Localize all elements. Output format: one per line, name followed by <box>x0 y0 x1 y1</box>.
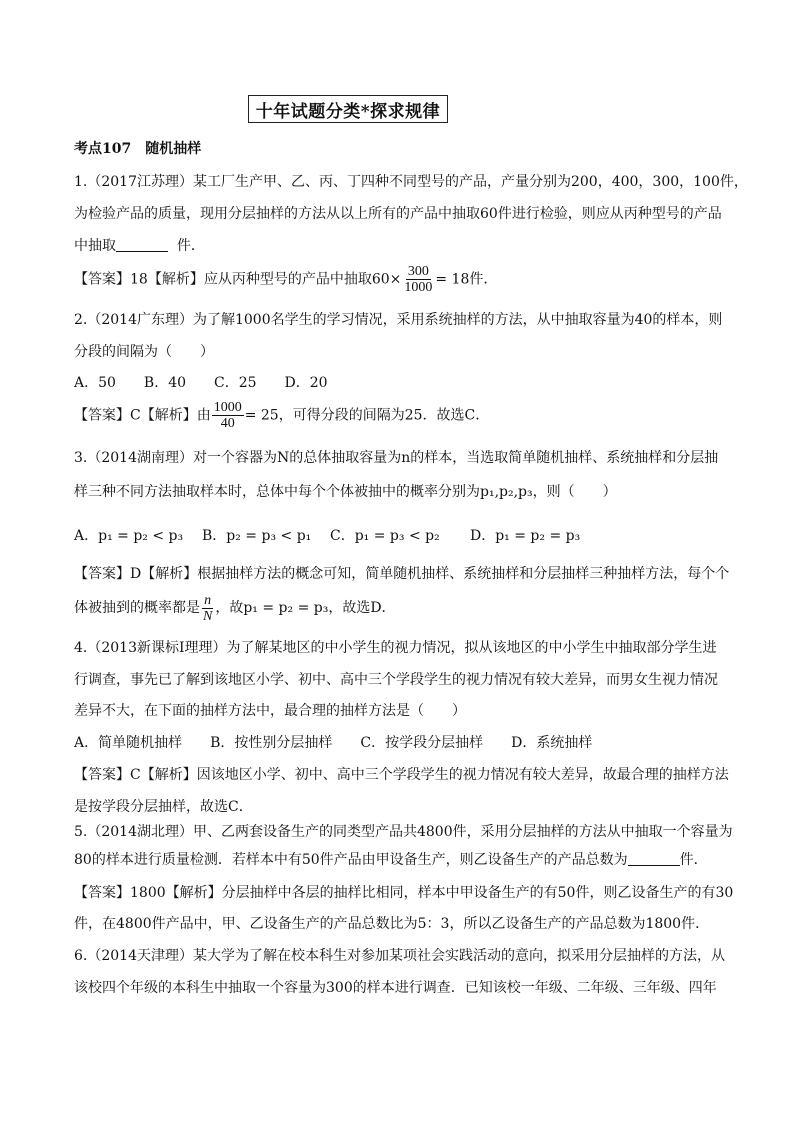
q4-line3: 差异不大，在下面的抽样方法中，最合理的抽样方法是（ ） <box>74 703 466 719</box>
q1-fraction <box>402 264 434 295</box>
q5-answer-blank <box>628 851 680 866</box>
q3-option-c: C．p₁ = p₃ < p₂ <box>330 528 440 544</box>
q3-option-a: A．p₁ = p₂ < p₃ <box>74 528 184 544</box>
q4-line2: 行调查，事先已了解到该地区小学、初中、高中三个学段学生的视力情况有较大差异，而男女生视力情况 <box>74 672 718 688</box>
q2-frac-num: 1000 <box>213 400 242 415</box>
q2-line2: 分段的间隔为（ ） <box>74 344 214 360</box>
q5-line2 <box>74 850 708 870</box>
q6-line1: 6.（2014天津理）某大学为了解在校本科生对参加某项社会实践活动的意向，拟采用分层抽样的方法，从 <box>74 948 725 964</box>
q5-line2-pre: 80的样本进行质量检测．若样本中有50件产品由甲设备生产，则乙设备生产的产品总数为 <box>74 852 628 868</box>
q1-frac-den: 1000 <box>404 280 433 295</box>
q3-answer-post: ，故p₁ = p₂ = p₃，故选D． <box>215 600 396 616</box>
q2-line1: 2.（2014广东理）为了解1000名学生的学习情况，采用系统抽样的方法，从中抽取容量为40的样本，则 <box>74 312 723 328</box>
document-title: 十年试题分类*探求规律 <box>248 95 448 123</box>
q1-line3-pre: 中抽取 <box>74 238 116 254</box>
q2-options: A．50 B．40 C．25 D．20 <box>74 375 328 391</box>
q1-answer-pre: 【答案】18【解析】应从丙种型号的产品中抽取60× <box>74 271 402 288</box>
q1-frac-num: 300 <box>407 264 429 279</box>
q4-options: A．简单随机抽样 B．按性别分层抽样 C．按学段分层抽样 D．系统抽样 <box>74 735 593 751</box>
q4-answer-line1: 【答案】C【解析】因该地区小学、初中、高中三个学段学生的视力情况有较大差异，故最合理的抽样方法 <box>74 767 729 783</box>
q5-answer-line1: 【答案】1800【解析】分层抽样中各层的抽样比相同，样本中甲设备生产的有50件，则乙设备生产的有30 <box>74 885 734 901</box>
q3-answer-line2 <box>74 592 396 624</box>
q4-line1: 4.（2013新课标Ⅰ理理）为了解某地区的中小学生的视力情况，拟从该地区的中小学生中抽取部分学生进 <box>74 640 717 656</box>
q5-answer-line2: 件，在4800件产品中，甲、乙设备生产的产品总数比为5：3，所以乙设备生产的产品总数为1800件． <box>74 916 710 932</box>
q1-answer <box>74 264 497 295</box>
q3-options <box>74 526 580 546</box>
q1-line3-post: 件． <box>176 238 205 254</box>
q1-answer-blank <box>116 237 168 252</box>
q6-line2: 该校四个年级的本科生中抽取一个容量为300的样本进行调查．已知该校一年级、二年级、三年级、四年 <box>74 980 717 996</box>
q3-frac-den: N <box>203 608 213 624</box>
q2-answer-pre: 【答案】C【解析】由 <box>74 407 211 424</box>
q2-fraction <box>212 400 244 431</box>
q4-answer-line2: 是按学段分层抽样，故选C． <box>74 799 253 815</box>
q5-line1: 5.（2014湖北理）甲、乙两套设备生产的同类型产品共4800件，采用分层抽样的方法从中抽取一个容量为 <box>74 824 733 840</box>
q3-line1: 3.（2014湖南理）对一个容器为N的总体抽取容量为n的样本，当选取简单随机抽样、系统抽样和分层抽 <box>74 450 719 466</box>
q3-frac-num: n <box>204 592 212 608</box>
q2-frac-den: 40 <box>220 416 235 431</box>
q2-answer-post: = 25，可得分段的间隔为25．故选C． <box>244 407 490 424</box>
q3-option-b: B．p₂ = p₃ < p₁ <box>202 528 312 544</box>
section-heading: 考点107 随机抽样 <box>74 141 202 157</box>
q3-answer-pre: 体被抽到的概率都是 <box>74 600 200 616</box>
q5-line2-post: 件． <box>679 852 708 868</box>
q3-answer-line1: 【答案】D【解析】根据抽样方法的概念可知，简单随机抽样、系统抽样和分层抽样三种抽样方法，每个个 <box>74 566 730 582</box>
q1-answer-post: = 18件． <box>435 271 498 288</box>
q1-line2: 为检验产品的质量，现用分层抽样的方法从以上所有的产品中抽取60件进行检验，则应从丙种型号的产品 <box>74 206 722 222</box>
q3-option-d: D．p₁ = p₂ = p₃ <box>470 528 581 544</box>
q1-line3 <box>74 236 205 256</box>
q2-answer <box>74 400 489 431</box>
q3-fraction <box>201 593 214 624</box>
q3-line2: 样三种不同方法抽取样本时，总体中每个个体被抽中的概率分别为p₁,p₂,p₃，则（ ） <box>74 484 617 500</box>
q1-line1: 1.（2017江苏理）某工厂生产甲、乙、丙、丁四种不同型号的产品，产量分别为200，400，300，100件， <box>74 174 748 190</box>
